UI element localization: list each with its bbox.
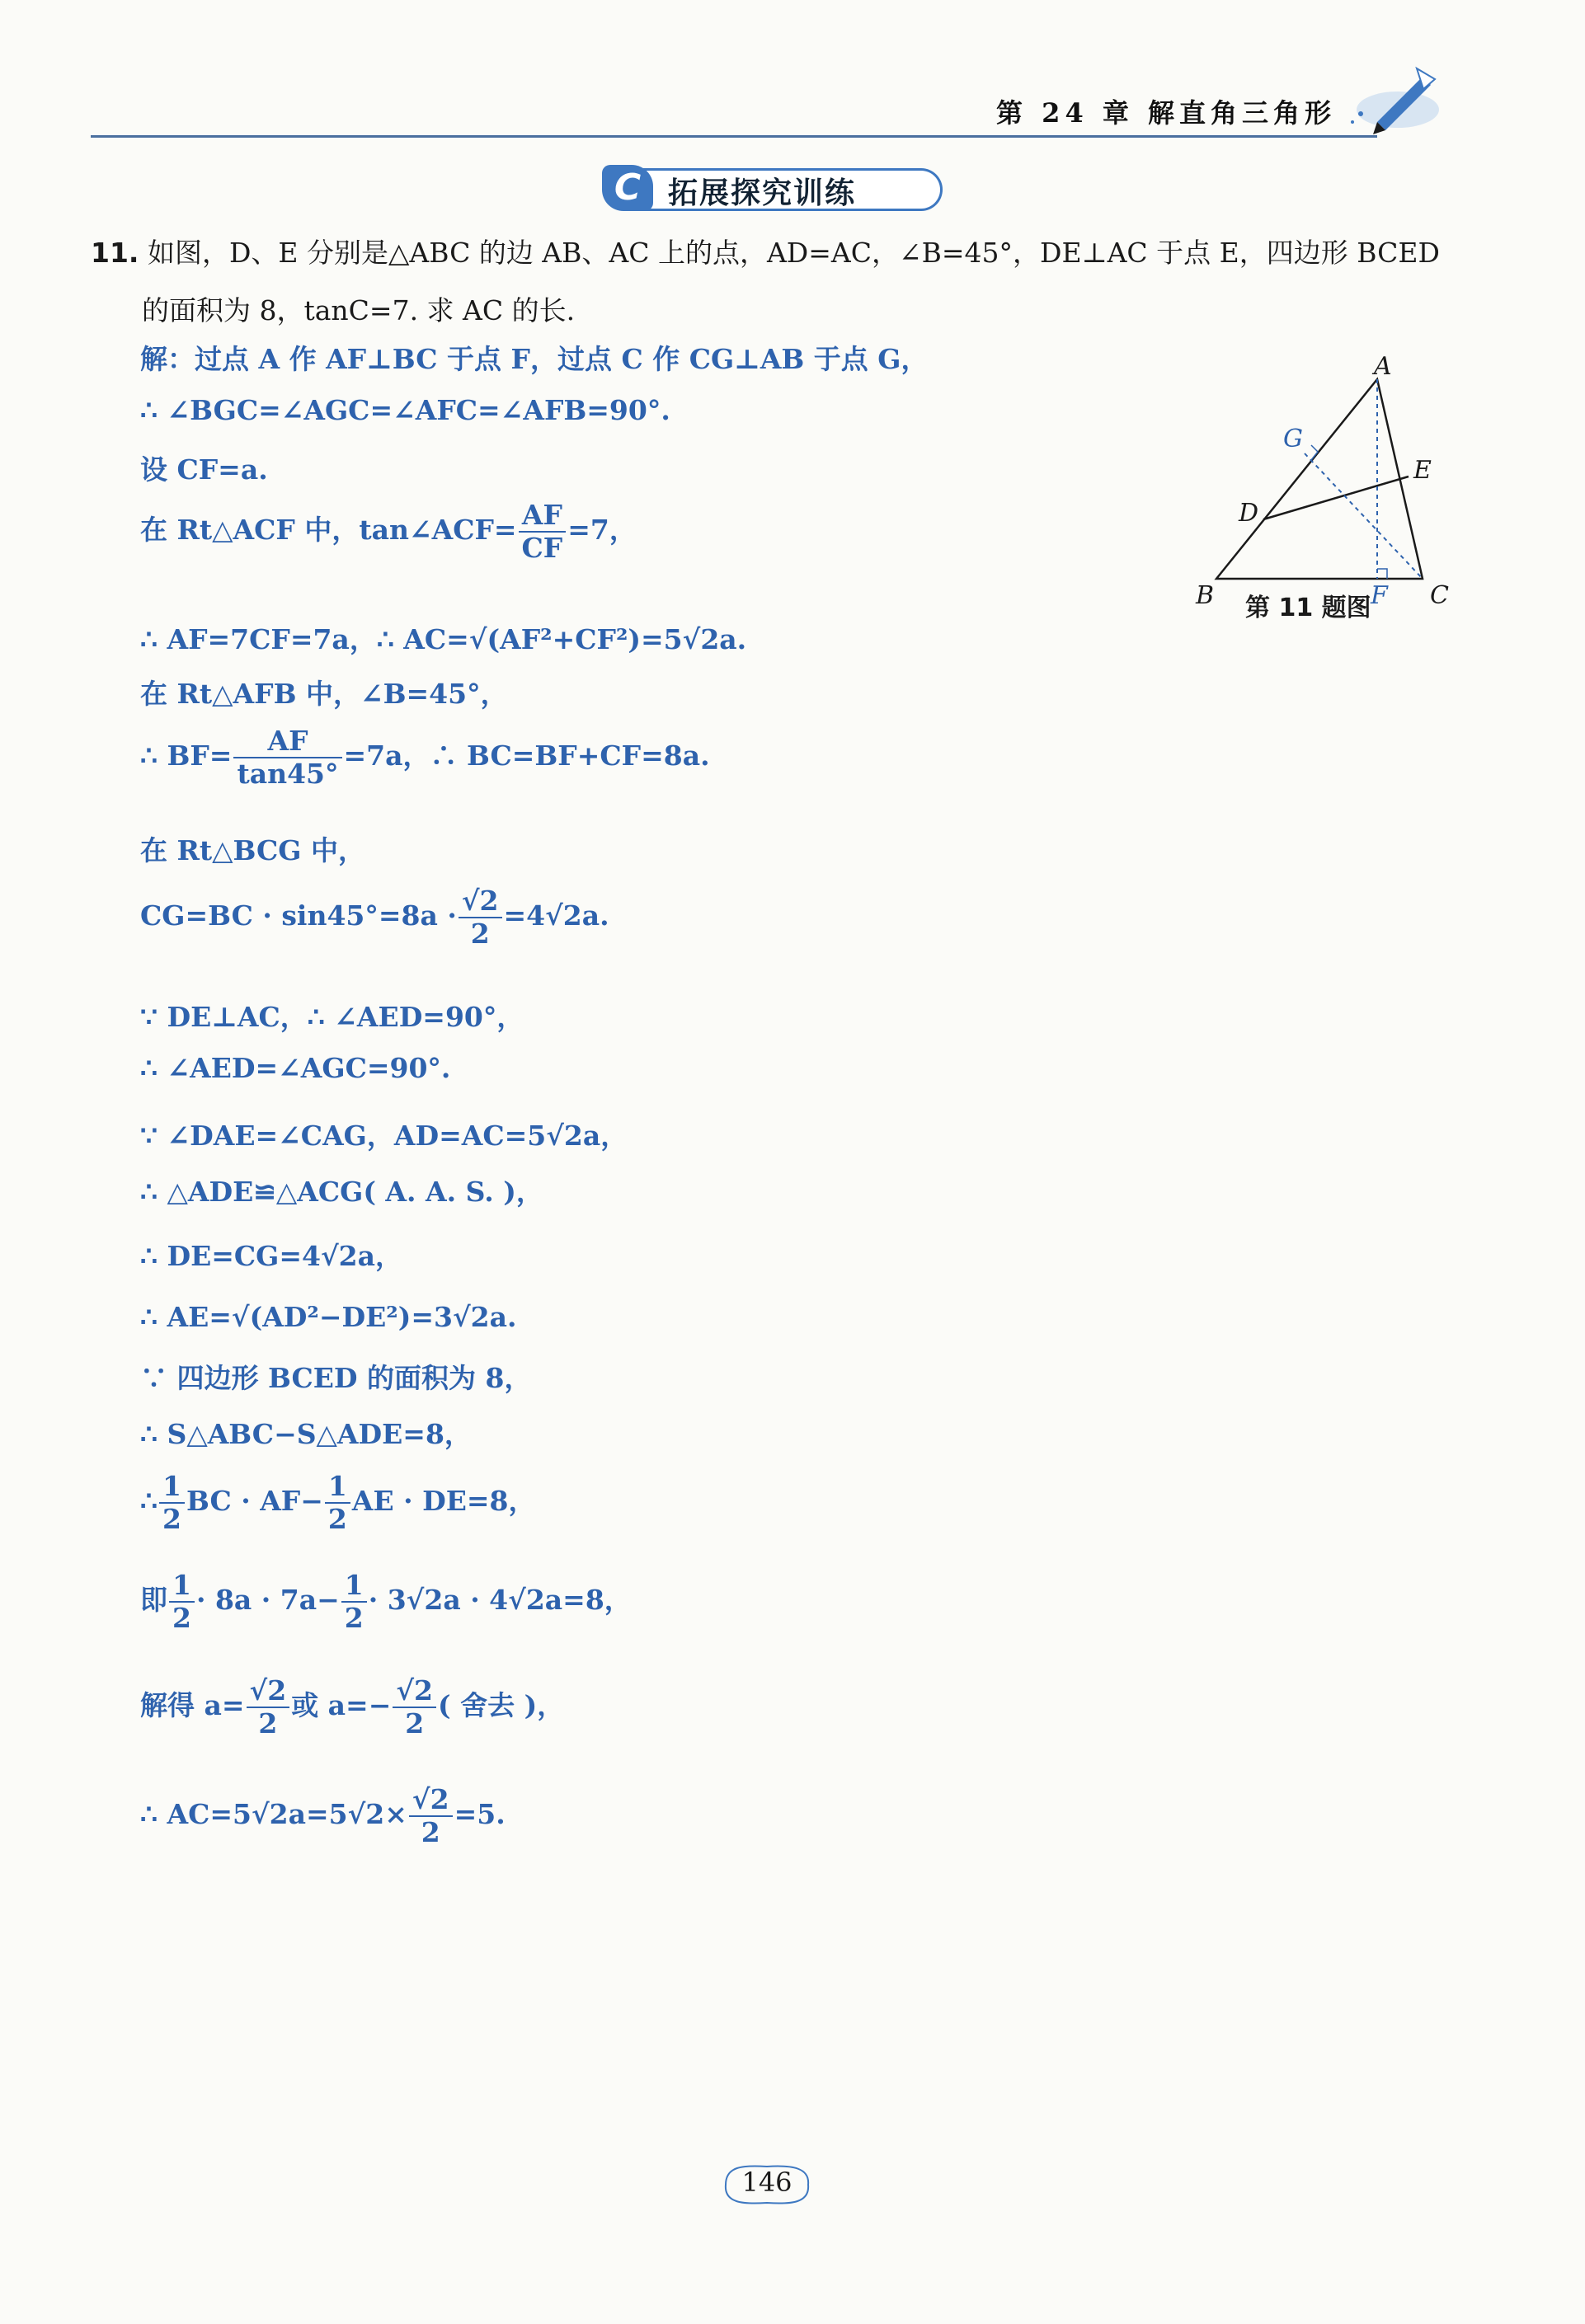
- problem-statement: [91, 224, 1451, 340]
- fraction: [247, 1675, 290, 1739]
- solution-line: ∵ DE⊥AC，∴ ∠AED=90°，: [140, 1001, 524, 1033]
- solution-line: [140, 1675, 564, 1739]
- fraction-denominator: 2: [162, 1503, 181, 1535]
- fraction-numerator: 1: [325, 1471, 350, 1504]
- fraction-denominator: 2: [344, 1602, 364, 1634]
- solution-line: ∵ 四边形 BCED 的面积为 8，: [140, 1362, 532, 1394]
- segment-de: [1263, 477, 1409, 519]
- altitude-cg: [1305, 453, 1423, 579]
- header-rule: [91, 135, 1377, 138]
- label-b: B: [1196, 581, 1215, 610]
- solution-line: ∴ S△ABC−S△ADE=8，: [140, 1418, 472, 1450]
- fraction-denominator: 2: [421, 1816, 440, 1848]
- solution-line: [140, 1570, 632, 1634]
- section-tag: [602, 162, 957, 213]
- fraction-numerator: √2: [247, 1675, 290, 1708]
- fraction-denominator: tan45°: [237, 758, 339, 790]
- fraction-denominator: 2: [172, 1602, 191, 1634]
- solution-text: 解得 a=: [140, 1689, 245, 1721]
- label-a: A: [1374, 352, 1392, 381]
- solution-line: [140, 725, 710, 790]
- fraction: [233, 725, 341, 790]
- fraction-denominator: CF: [521, 532, 563, 564]
- solution-line: [140, 1471, 535, 1535]
- solution-text: CG=BC · sin45°=8a ·: [140, 899, 457, 932]
- fraction-denominator: 2: [327, 1503, 347, 1535]
- fraction: [169, 1570, 195, 1634]
- solution-line: 在 Rt△AFB 中，∠B=45°，: [140, 678, 508, 710]
- problem-line-1: [91, 224, 1451, 282]
- solution-line: ∴ AF=7CF=7a，∴ AC=√(AF²+CF²)=5√2a.: [140, 623, 747, 655]
- solution-text: · 3√2a · 4√2a=8，: [368, 1584, 632, 1616]
- solution-text: BC · AF−: [186, 1485, 323, 1517]
- solution-line: ∴ DE=CG=4√2a，: [140, 1240, 402, 1272]
- fraction-numerator: 1: [169, 1570, 195, 1603]
- fraction-numerator: √2: [459, 885, 502, 918]
- solution-line: 解：过点 A 作 AF⊥BC 于点 F，过点 C 作 CG⊥AB 于点 G，: [140, 343, 929, 375]
- page-header: [91, 89, 1443, 139]
- figure-caption: 第 11 题图: [1245, 594, 1371, 622]
- page-number: [717, 2160, 816, 2209]
- solution-text: 在 Rt△ACF 中，tan∠ACF=: [140, 514, 517, 546]
- solution-line: ∵ ∠DAE=∠CAG，AD=AC=5√2a，: [140, 1120, 628, 1152]
- solution-line: ∴ AE=√(AD²−DE²)=3√2a.: [140, 1301, 517, 1333]
- pen-decoration-icon: [1344, 64, 1443, 139]
- solution-text: AE · DE=8，: [351, 1485, 536, 1517]
- fraction: [459, 885, 502, 950]
- fraction: [519, 500, 567, 564]
- section-title: 拓展探究训练: [668, 176, 857, 210]
- solution-text: =7，: [567, 514, 637, 546]
- solution-text: ∴: [140, 1485, 158, 1517]
- solution-text: 即: [140, 1584, 167, 1616]
- fraction-numerator: √2: [409, 1784, 453, 1817]
- fraction: [393, 1675, 436, 1739]
- solution-line: [140, 885, 609, 950]
- solution-text: 或 a=−: [291, 1689, 392, 1721]
- solution-line: [140, 1784, 506, 1848]
- solution-line: 在 Rt△BCG 中，: [140, 834, 365, 866]
- solution-text: ( 舍去 )，: [438, 1689, 565, 1721]
- fraction: [409, 1784, 453, 1848]
- fraction-denominator: 2: [405, 1707, 425, 1739]
- chapter-title: 第 24 章 解直角三角形: [996, 97, 1336, 129]
- fraction: [159, 1471, 185, 1535]
- fraction-numerator: √2: [393, 1675, 436, 1708]
- label-e: E: [1413, 456, 1432, 485]
- problem-text-2: 的面积为 8，tanC=7. 求 AC 的长.: [142, 294, 576, 326]
- problem-number: 11.: [91, 237, 139, 269]
- solution-text: · 8a · 7a−: [195, 1584, 340, 1616]
- fraction: [341, 1570, 367, 1634]
- fraction-numerator: AF: [519, 500, 567, 533]
- label-g: G: [1283, 425, 1303, 453]
- problem-text-1: 如图，D、E 分别是△ABC 的边 AB、AC 上的点，AD=AC，∠B=45°，DE⊥AC 于点 E，四边形 BCED: [147, 237, 1440, 269]
- solution-text: ∴ BF=: [140, 739, 233, 772]
- solution-text: =7a，∴ BC=BF+CF=8a.: [343, 739, 710, 772]
- solution-text: ∴ AC=5√2a=5√2×: [140, 1798, 407, 1830]
- solution-line: 设 CF=a.: [140, 453, 268, 486]
- triangle-abc: [1216, 379, 1423, 579]
- solution-text: =5.: [454, 1798, 506, 1830]
- solution-line: ∴ △ADE≌△ACG( A. A. S. )，: [140, 1176, 543, 1208]
- fraction-denominator: 2: [258, 1707, 278, 1739]
- label-d: D: [1239, 499, 1259, 528]
- fraction-numerator: 1: [159, 1471, 185, 1504]
- problem-line-2: [91, 282, 1451, 340]
- fraction-denominator: 2: [470, 918, 490, 950]
- label-c: C: [1430, 581, 1449, 610]
- section-badge: C: [602, 165, 653, 211]
- fraction: [325, 1471, 350, 1535]
- page-number-text: 146: [741, 2167, 792, 2198]
- right-angle-f: [1377, 569, 1387, 579]
- solution-text: =4√2a.: [503, 899, 609, 932]
- fraction-numerator: 1: [341, 1570, 367, 1603]
- solution-line: ∴ ∠AED=∠AGC=90°.: [140, 1052, 451, 1084]
- label-f: F: [1371, 581, 1388, 610]
- fraction-numerator: AF: [233, 725, 341, 758]
- solution-line: ∴ ∠BGC=∠AGC=∠AFC=∠AFB=90°.: [140, 394, 670, 426]
- solution-line: [140, 500, 637, 564]
